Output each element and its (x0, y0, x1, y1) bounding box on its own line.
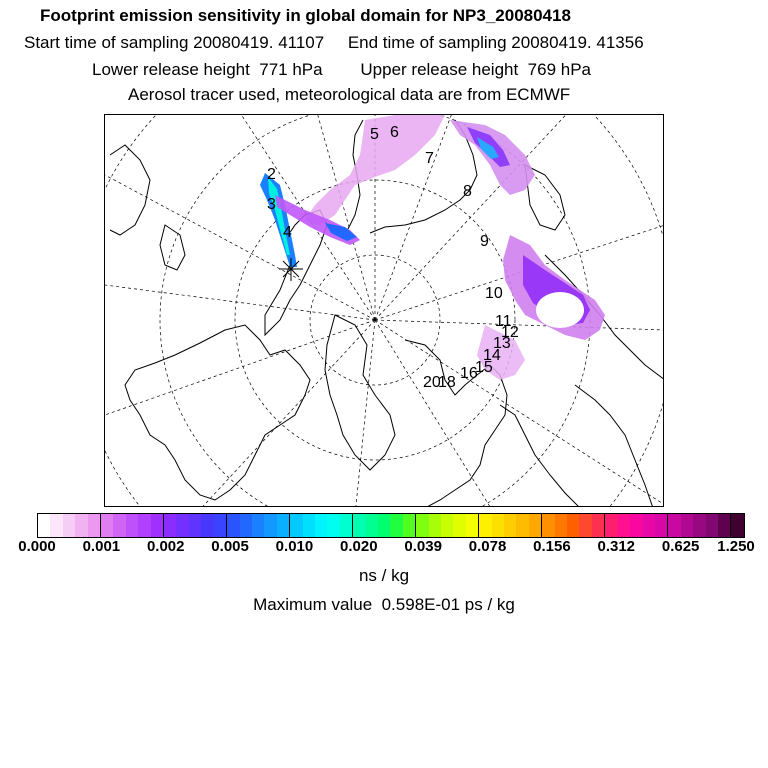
colorbar-segment (315, 514, 327, 537)
colorbar-segment (75, 514, 87, 537)
traj-label: 6 (390, 124, 399, 141)
colorbar-tick-label: 0.020 (340, 538, 378, 555)
colorbar-segment (592, 514, 605, 537)
colorbar-segment (542, 514, 554, 537)
colorbar-segment (227, 514, 239, 537)
colorbar-segment (630, 514, 642, 537)
traj-label: 15 (475, 359, 493, 376)
colorbar-segment (441, 514, 453, 537)
colorbar-segment (681, 514, 693, 537)
colorbar-segment (605, 514, 617, 537)
colorbar-segment (176, 514, 188, 537)
colorbar-segment (567, 514, 579, 537)
colorbar-tick-label: 0.000 (18, 538, 56, 555)
map-canvas (105, 115, 664, 507)
colorbar-segment (378, 514, 390, 537)
colorbar-tick-label: 0.312 (597, 538, 636, 555)
traj-label: 3 (267, 196, 276, 213)
colorbar-tick-label: 0.039 (404, 538, 442, 555)
colorbar-segment (201, 514, 213, 537)
colorbar-segment (151, 514, 164, 537)
traj-label: 2 (267, 166, 276, 183)
colorbar-segment (50, 514, 62, 537)
colorbar-segment (164, 514, 176, 537)
colorbar-segment (655, 514, 668, 537)
colorbar-segment (579, 514, 591, 537)
traj-label: 8 (463, 183, 472, 200)
release-location-marker (279, 258, 303, 281)
colorbar-tick-label: 0.002 (146, 538, 185, 555)
colorbar-segment (403, 514, 416, 537)
colorbar-segment (88, 514, 101, 537)
colorbar-segment (529, 514, 542, 537)
colorbar-segment (303, 514, 315, 537)
colorbar-segment (492, 514, 504, 537)
colorbar-segment (693, 514, 705, 537)
colorbar-segment (113, 514, 125, 537)
colorbar (37, 513, 745, 538)
colorbar-segment (126, 514, 138, 537)
traj-label: 13 (493, 335, 511, 352)
traj-label: 16 (460, 365, 478, 382)
traj-label: 12 (501, 324, 519, 341)
colorbar-segment (731, 514, 743, 537)
release-heights: Lower release height 771 hPa Upper release height 769 hPa (92, 60, 591, 79)
colorbar-tick-label: 0.156 (533, 538, 571, 555)
colorbar-segment (214, 514, 227, 537)
colorbar-unit: ns / kg (358, 566, 410, 585)
colorbar-segment (290, 514, 302, 537)
traj-label: 7 (425, 150, 434, 167)
sampling-times: Start time of sampling 20080419. 41107 End time of sampling 20080419. 41356 (24, 33, 644, 52)
colorbar-segment (264, 514, 276, 537)
colorbar-segment (429, 514, 441, 537)
traj-label: 10 (485, 285, 503, 302)
colorbar-segment (277, 514, 290, 537)
colorbar-segment (252, 514, 264, 537)
colorbar-tick-label: 0.010 (275, 538, 314, 555)
traj-label: 4 (283, 224, 292, 241)
traj-label: 14 (483, 347, 501, 364)
colorbar-segment (618, 514, 630, 537)
colorbar-segment (63, 514, 75, 537)
colorbar-segment (327, 514, 339, 537)
colorbar-tick-label: 0.078 (468, 538, 507, 555)
colorbar-segment (718, 514, 731, 537)
colorbar-segment (340, 514, 353, 537)
colorbar-segment (504, 514, 516, 537)
colorbar-segment (643, 514, 655, 537)
colorbar-segment (366, 514, 378, 537)
colorbar-segment (101, 514, 113, 537)
colorbar-tick-label: 0.625 (661, 538, 700, 555)
maximum-value: Maximum value 0.598E-01 ps / kg (253, 595, 515, 614)
colorbar-segment (453, 514, 465, 537)
colorbar-segment (38, 514, 50, 537)
colorbar-segment (706, 514, 718, 537)
plot-title: Footprint emission sensitivity in global domain for NP3_20080418 (40, 6, 571, 25)
footprint-map (104, 114, 664, 507)
traj-label: 9 (480, 233, 489, 250)
colorbar-segment (353, 514, 365, 537)
colorbar-segment (138, 514, 150, 537)
colorbar-segment (189, 514, 201, 537)
traj-label: 20 (423, 374, 441, 391)
tracer-info: Aerosol tracer used, meteorological data are from ECMWF (128, 85, 571, 104)
traj-label: 18 (438, 374, 456, 391)
colorbar-segment (516, 514, 528, 537)
colorbar-segment (479, 514, 491, 537)
colorbar-segment (416, 514, 428, 537)
traj-label: 5 (370, 126, 379, 143)
traj-label: 11 (495, 313, 512, 330)
colorbar-segment (240, 514, 252, 537)
colorbar-segment (555, 514, 567, 537)
colorbar-segment (668, 514, 680, 537)
colorbar-segment (390, 514, 402, 537)
colorbar-segment (466, 514, 479, 537)
colorbar-tick-label: 1.250 (717, 538, 755, 555)
colorbar-tick-label: 0.001 (82, 538, 121, 555)
colorbar-tick-label: 0.005 (211, 538, 249, 555)
